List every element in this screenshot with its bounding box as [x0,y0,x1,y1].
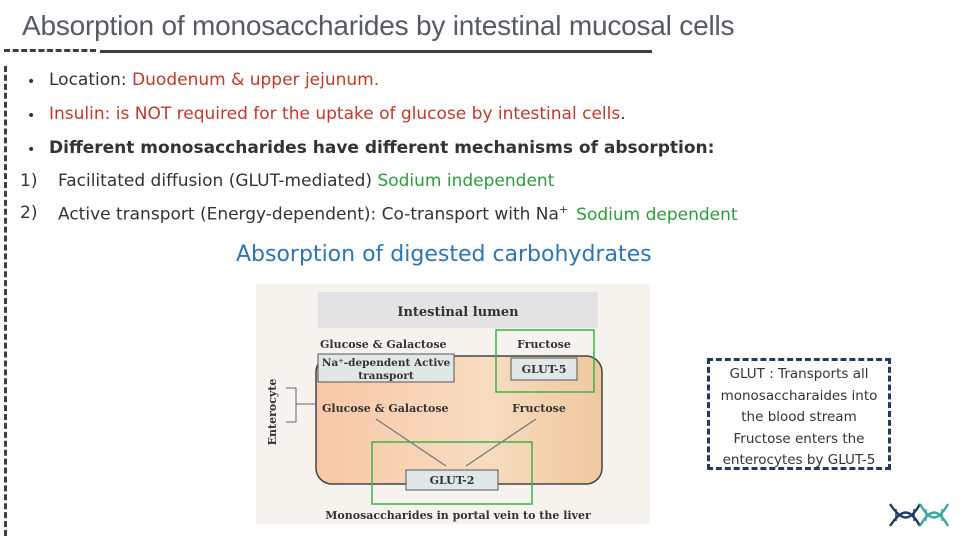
glut2-label: GLUT-2 [429,474,475,487]
team-logo [884,500,954,538]
sodium-plus-sup: + [558,203,569,216]
note-line: the blood stream [741,409,857,425]
na-dependent-label-2: transport [358,370,414,382]
absorption-diagram [256,284,650,524]
mechanism-1-tag: Sodium independent [377,171,555,191]
enterocyte-bracket [286,388,296,422]
left-dashed-border [4,66,7,536]
note-line: GLUT : Transports all [729,366,869,382]
mechanism-1 [58,171,554,191]
glut5-label: GLUT-5 [521,363,567,376]
glucose-galactose-top: Glucose & Galactose [320,338,447,351]
bullet-marker: • [27,74,36,90]
note-line: Fructose enters the [733,430,865,447]
bullet-marker: • [27,108,36,124]
bullet-mechanisms: Different monosaccharides have different mechanisms of absorption: [49,138,715,158]
location-label: Location: [49,70,133,90]
numbered-marker: 2) [20,203,38,223]
mechanism-2-tag: Sodium dependent [576,204,738,225]
enterocyte-label: Enterocyte [266,378,279,446]
glucose-galactose-mid: Glucose & Galactose [322,402,449,415]
bullet-marker: • [27,142,36,158]
glut-note-box [707,358,891,470]
note-line: enterocytes by GLUT-5 [722,452,876,468]
note-line: monosaccharaides into [720,387,878,404]
portal-label: Monosaccharides in portal vein to the liver [325,509,591,522]
fructose-mid: Fructose [512,402,566,415]
insulin-text: Insulin: is NOT required for the uptake of glucose by intestinal cells [49,104,621,124]
diagram-heading: Absorption of digested carbohydrates [236,242,652,267]
fructose-top: Fructose [517,338,571,351]
bullet-insulin [49,104,626,124]
slide-title: Absorption of monosaccharides by intestinal mucosal cells [22,10,735,41]
mechanism-2 [58,203,738,225]
location-value: Duodenum & upper jejunum. [132,70,380,90]
insulin-period: . [620,104,626,124]
mechanism-2-text: Active transport (Energy-dependent): Co-transport with Na [58,204,559,225]
na-dependent-label-1: Na⁺-dependent Active [321,357,451,369]
mechanism-1-text: Facilitated diffusion (GLUT-mediated) [58,171,378,191]
absorption-diagram-svg [256,284,650,524]
dna-logo-icon [884,500,954,538]
title-underline [100,50,652,53]
bullet-location [49,70,379,90]
title-underline-dashed [4,49,96,52]
lumen-label: Intestinal lumen [397,305,519,320]
numbered-marker: 1) [20,171,38,191]
